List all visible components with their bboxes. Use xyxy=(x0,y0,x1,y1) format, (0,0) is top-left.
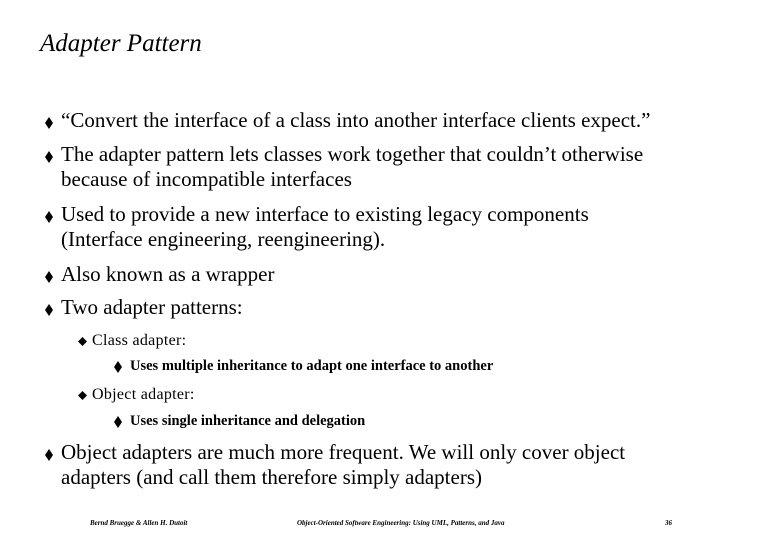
bullet-text xyxy=(61,262,761,287)
bullet-line: Used to provide a new interface to existing legacy components xyxy=(61,202,589,226)
footer-authors: Bernd Bruegge & Allen H. Dutoit xyxy=(90,519,188,527)
diamond-bullet-icon xyxy=(42,270,56,284)
diamond-bullet-icon xyxy=(114,416,122,428)
diamond-bullet-icon xyxy=(42,150,56,164)
bullet-line: (Interface engineering, reengineering). xyxy=(61,227,386,251)
bullet-text xyxy=(61,295,761,320)
diamond-bullet-icon xyxy=(114,361,122,373)
sub-sub-bullet-text: Uses single inheritance and delegation xyxy=(130,413,366,429)
bullet-line: Object adapters are much more frequent. We will only cover object xyxy=(61,440,626,464)
bullet-text xyxy=(61,142,761,192)
diamond-bullet-icon xyxy=(42,448,56,462)
bullet-line: Two adapter patterns: xyxy=(61,295,243,319)
bullet-text xyxy=(61,440,761,490)
sub-bullet-label: Object adapter: xyxy=(92,386,195,403)
diamond-bullet-icon xyxy=(42,116,56,130)
bullet-line: adapters (and call them therefore simply adapters) xyxy=(61,465,482,489)
sub-sub-bullet-text: Uses multiple inheritance to adapt one interface to another xyxy=(130,358,494,374)
bullet-line: Also known as a wrapper xyxy=(61,262,275,286)
footer-book-title: Object-Oriented Software Engineering: Using UML, Patterns, and Java xyxy=(297,519,505,527)
sub-bullet-label: Class adapter: xyxy=(92,332,187,349)
diamond-bullet-icon xyxy=(42,303,56,317)
diamond-bullet-icon xyxy=(78,391,87,400)
bullet-line: “Convert the interface of a class into another interface clients expect.” xyxy=(61,108,651,132)
footer-page-number: 36 xyxy=(665,519,672,527)
bullet-text xyxy=(61,108,761,133)
slide-title: Adapter Pattern xyxy=(40,30,202,57)
bullet-line: because of incompatible interfaces xyxy=(61,167,352,191)
bullet-text xyxy=(61,202,761,252)
diamond-bullet-icon xyxy=(42,210,56,224)
diamond-bullet-icon xyxy=(78,337,87,346)
bullet-line: The adapter pattern lets classes work together that couldn’t otherwise xyxy=(61,142,644,166)
